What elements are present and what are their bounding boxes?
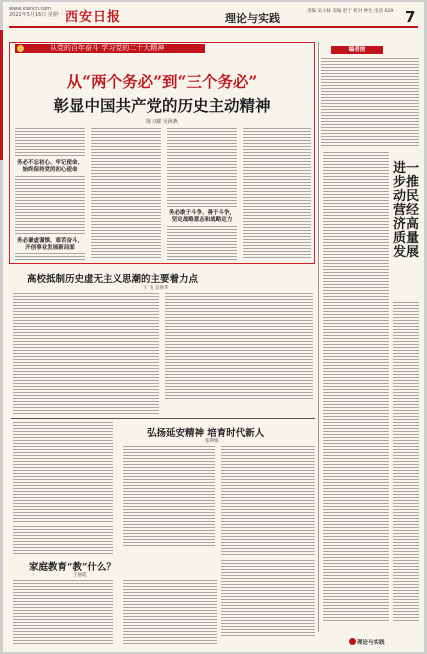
page-edge-strip xyxy=(0,30,3,160)
lead-title-line2: 彰显中国共产党的历史主动精神 xyxy=(53,96,271,115)
page-number: 7 xyxy=(405,8,416,26)
article3-column-3 xyxy=(221,560,315,638)
article4-column-2 xyxy=(123,580,217,644)
section-title: 理论与实践 xyxy=(225,12,280,25)
lead-column-3 xyxy=(167,128,237,208)
editor-info: 责编 吴小妹 美编 赵宁 校对 钟生 电话 029- xyxy=(307,9,395,14)
article2-column-1 xyxy=(13,293,159,415)
editor-note-header xyxy=(331,46,383,54)
lead-subhead-1: 务必不忘初心、牢记使命，始终保持党的初心使命 xyxy=(16,160,83,173)
masthead-url-text: www.xiancn.com xyxy=(9,6,52,12)
topic-banner-text: 从党的百年奋斗 学习党的二十大精神 xyxy=(50,44,165,52)
article3-author: 张利娟 xyxy=(205,439,219,444)
lead-byline: 陈习耀 吴海燕 xyxy=(146,119,178,125)
lead-column-4 xyxy=(243,128,311,260)
article4-author: 王丽霞 xyxy=(73,573,87,578)
topic-banner xyxy=(15,44,205,53)
article4-column-1 xyxy=(13,580,113,644)
article3-column-2 xyxy=(221,446,315,556)
lead-column-1 xyxy=(15,128,85,158)
article2-title: 高校抵制历史虚无主义思潮的主要着力点 xyxy=(27,274,199,285)
newspaper-logo: 西安日报 xyxy=(65,10,122,25)
article2-continued-b xyxy=(13,526,113,556)
sidebar-divider xyxy=(318,42,319,632)
article3-column-1 xyxy=(123,446,215,546)
lead-subhead-3: 务必敢于斗争、善于斗争，坚定战略意志和战略定力 xyxy=(168,210,235,223)
party-emblem-icon xyxy=(17,45,24,52)
footer-logo: 理论与实践 xyxy=(357,640,385,646)
article2-continued xyxy=(13,422,113,522)
sidebar-column-1 xyxy=(323,152,389,622)
editor-note-text xyxy=(321,58,419,148)
article2-author: 王 飞 吴春华 xyxy=(143,286,169,291)
lead-title-line1: 从“两个务必”到“三个务必” xyxy=(66,72,258,91)
lead-column-1c xyxy=(15,253,85,261)
article4-title: 家庭教育“教”什么？ xyxy=(29,562,116,573)
lead-column-3b xyxy=(167,226,237,260)
lead-subhead-2: 务必谦虚谨慎、艰苦奋斗，开创事业发展新局面 xyxy=(16,238,83,251)
lead-column-2 xyxy=(91,128,161,258)
article2-column-2 xyxy=(165,293,313,401)
footer-logo-icon xyxy=(349,638,356,645)
newspaper-page xyxy=(3,2,424,652)
masthead-rule xyxy=(9,26,418,28)
editor-note-label: 编者按 xyxy=(348,47,366,53)
sidebar-column-2 xyxy=(393,302,419,622)
article2-rule xyxy=(11,418,315,419)
masthead-date: 2022年5月16日 星期一 xyxy=(9,12,63,18)
lead-column-1b xyxy=(15,176,85,236)
article3-title: 弘扬延安精神 培育时代新人 xyxy=(147,428,265,439)
masthead-url xyxy=(9,6,63,18)
sidebar-vertical-title: 进一步推动民营经济高质量发展 xyxy=(393,161,420,260)
